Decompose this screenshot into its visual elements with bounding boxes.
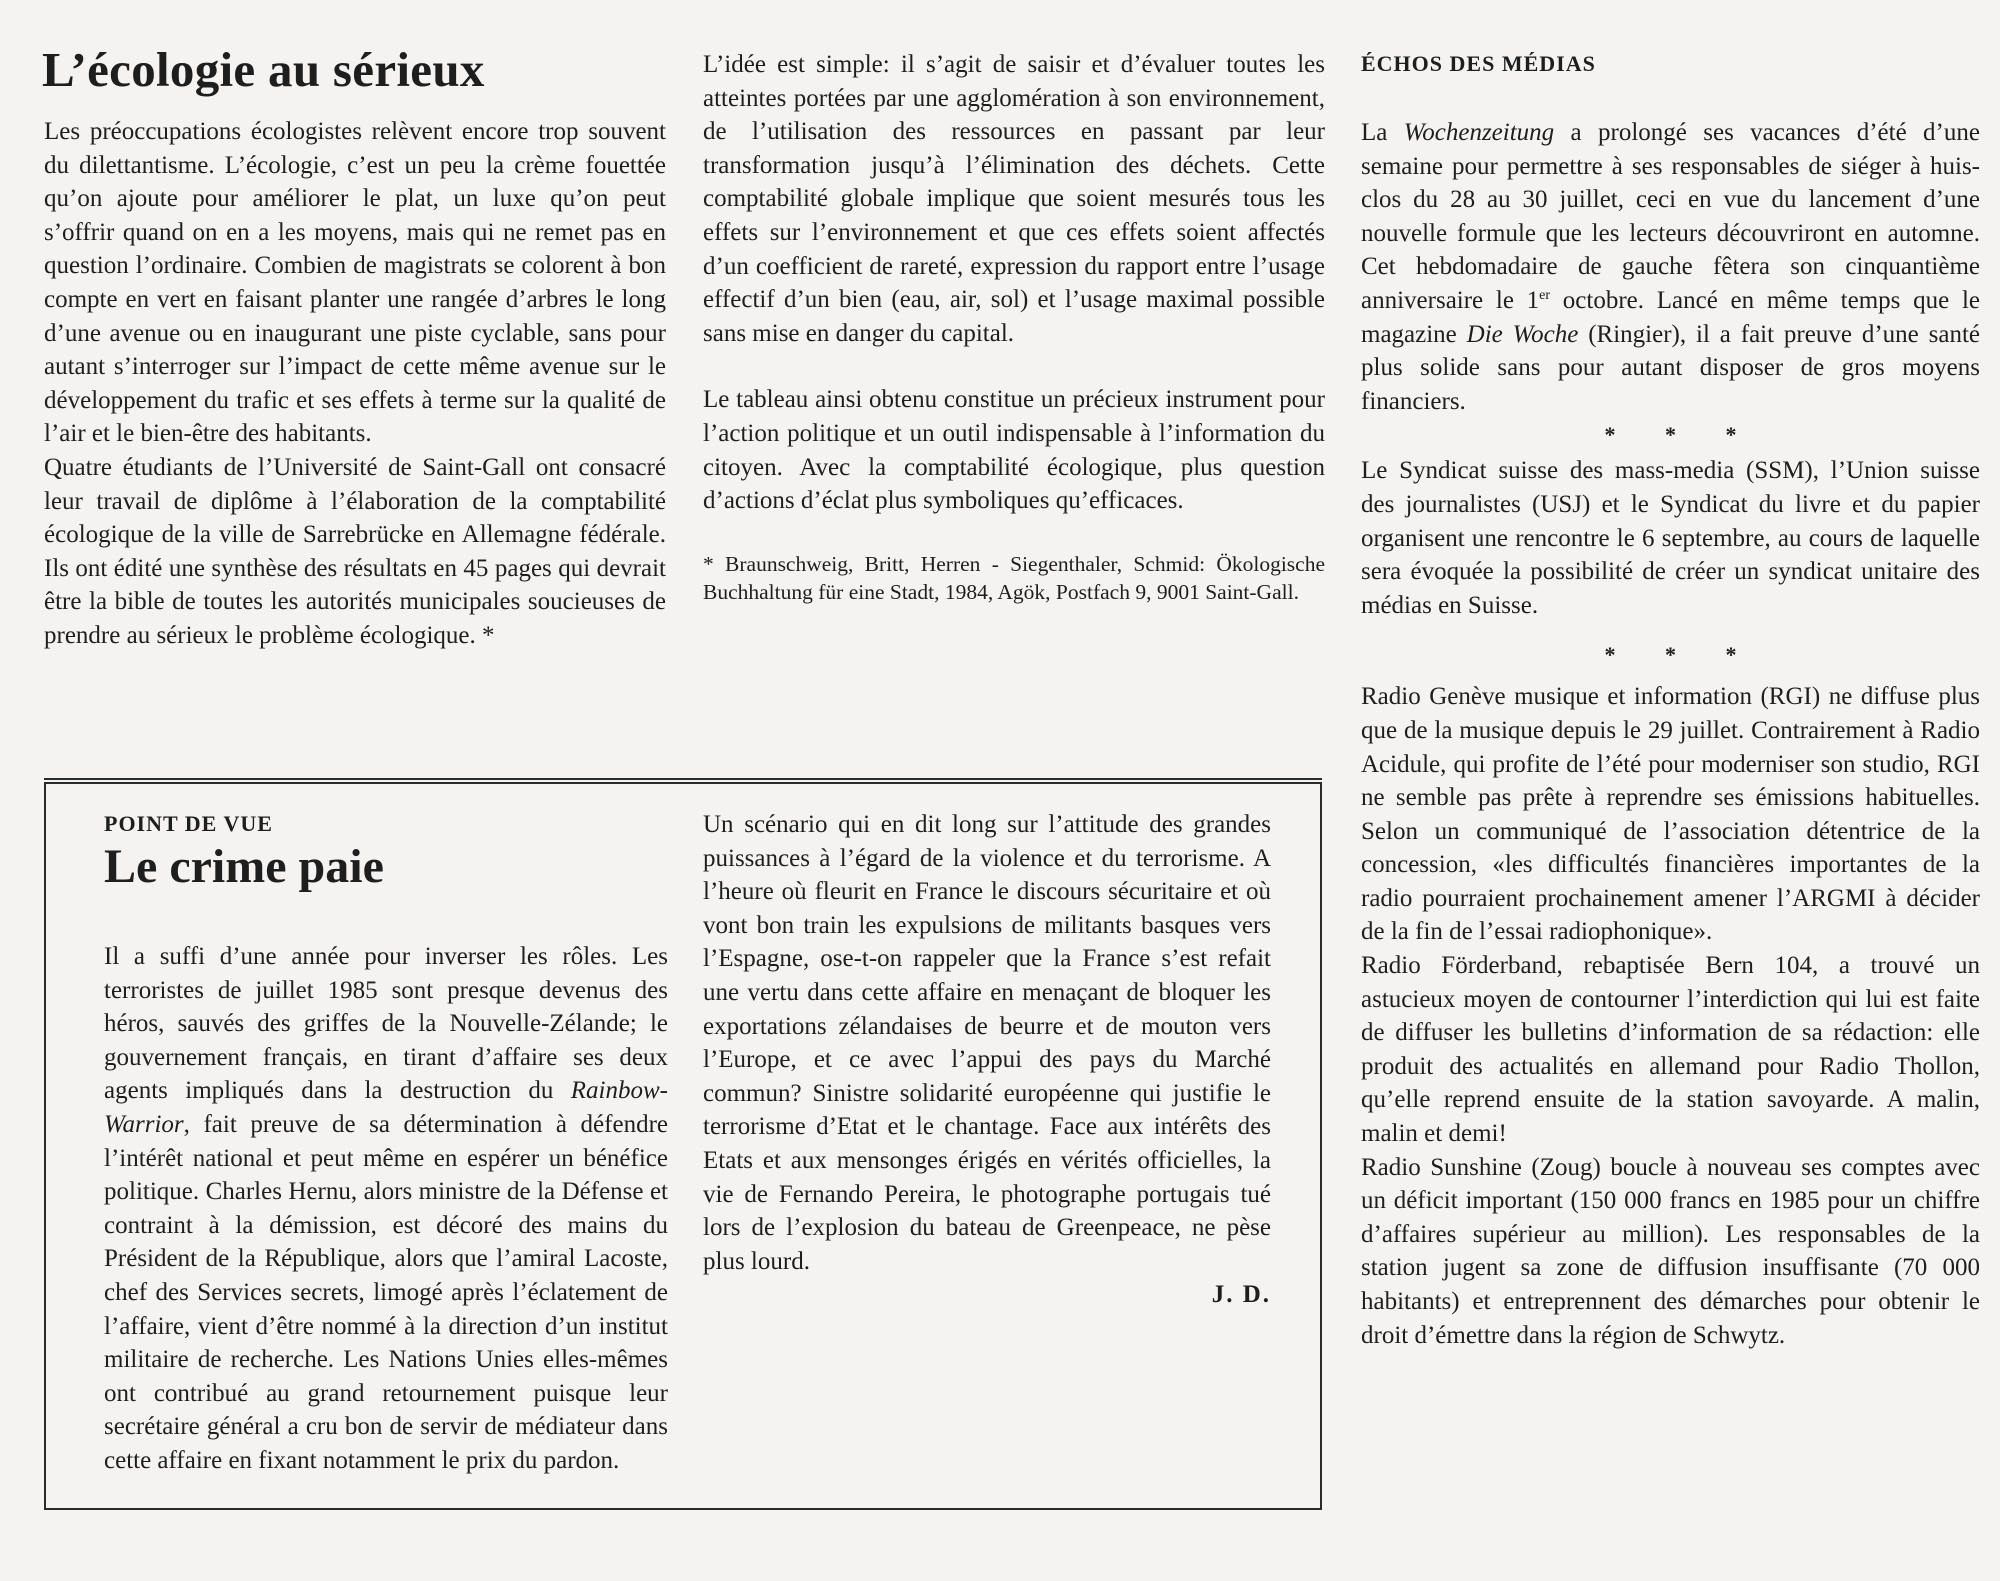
point-de-vue-text-b: , fait preuve de sa détermination à défendre l’intérêt national et peut même en espérer un bénéfice politique. Charles Hernu, alors ministre de la Défense et contraint à la démission, est décoré des mains du Président de la République, alors que l’amiral Lacoste, chef des Services secrets, limogé après l’éclatement de l’affaire, vient d’être nommé à la direction d’un institut militaire de recherche. Les Nations Unies elles-mêmes ont contribué au grand retournement puisque leur secrétaire général a cru bon de servir de médiateur dans cette affaire en fixant notamment le prix du pardon.	[104, 1110, 668, 1474]
ecology-footnote: * Braunschweig, Britt, Herren - Siegenthaler, Schmid: Ökologische Buchhaltung für eine Stadt, 1984, Agök, Postfach 9, 9001 Saint-Gall.	[703, 551, 1325, 604]
echos-item-1-text-a: La	[1361, 119, 1404, 146]
point-de-vue-column-1	[104, 940, 668, 1478]
echos-kicker: ÉCHOS DES MÉDIAS	[1361, 51, 1596, 76]
point-de-vue-title: Le crime paie	[104, 840, 384, 893]
section-divider	[44, 778, 1322, 780]
die-woche-name: Die Woche	[1466, 320, 1579, 348]
echos-item-1-text-c: octobre. Lancé en même temps que le magazine	[1361, 286, 1980, 348]
echos-column	[1361, 116, 1980, 1352]
ship-name: Rainbow-Warrior	[104, 1077, 668, 1138]
point-de-vue-paragraph-2: Un scénario qui en dit long sur l’attitude des grandes puissances à l’égard de la violence et du terrorisme. A l’heure où fleurit en France le discours sécuritaire et où vont bon train les expulsions de militants basques vers l’Espagne, ose-t-on rappeler que la France s’est refait une vertu dans cette affaire en menaçant de bloquer les exportations zélandaises de beurre et de mouton vers l’Europe, et ce avec l’appui des pays du Marché commun? Sinistre solidarité européenne qui justifie le terrorisme d’Etat et le chantage. Face aux intérêts des Etats et aux mensonges érigés en vérités officielles, la vie de Fernando Pereira, le photographe portugais tué lors de l’explosion du bateau de Greenpeace, ne pèse plus lourd.	[703, 811, 1271, 1275]
echos-item-4: Radio Förderband, rebaptisée Bern 104, a trouvé un astucieux moyen de contourner l’interdiction qui lui est faite de diffuser les bulletins d’information de sa rédaction: elle produit des actualités en allemand pour Radio Thollon, qu’elle reprend ensuite de la station savoyarde. A malin, malin et demi!	[1361, 952, 1980, 1148]
ecology-column-1	[44, 115, 666, 653]
wochenzeitung-name: Wochenzeitung	[1403, 119, 1555, 146]
point-de-vue-paragraph-1	[104, 940, 668, 1478]
ecology-paragraph-3: L’idée est simple: il s’agit de saisir et d’évaluer toutes les atteintes portées par une agglomération à son environnement, de l’utilisation des ressources en passant par leur transformation jusqu’à l’élimination des déchets. Cette comptabilité globale implique que soient mesurés tous les effets sur l’environnement et que ces effets soient affectés d’un coefficient de rareté, expression du rapport entre l’usage effectif d’un bien (eau, air, sol) et l’usage maximal possible sans mise en danger du capital.	[703, 51, 1325, 347]
ecology-column-2	[703, 48, 1325, 606]
ecology-paragraph-1: Les préoccupations écologistes relèvent encore trop souvent du dilettantisme. L’écologie, c’est un peu la crème fouettée qu’on ajoute pour améliorer le plat, un luxe qu’on peut s’offrir quand on en a les moyens, mais qui ne remet pas en question l’ordinaire. Combien de magistrats se colorent à bon compte en vert en faisant planter une rangée d’arbres le long d’une avenue ou en inaugurant une piste cyclable, sans pour autant s’interroger sur l’impact de cette même avenue sur le développement du trafic et ses effets à terme sur la qualité de l’air et le bien-être des habitants.	[44, 118, 666, 448]
point-de-vue-signature: J. D.	[1211, 1281, 1271, 1309]
ecology-title: L’écologie au sérieux	[42, 42, 485, 97]
echos-item-1-text-b: a prolongé ses vacances d’été d’une semaine pour permettre à ses responsables de siéger à huis-clos du 28 au 30 juillet, ceci en vue du lancement d’une nouvelle formule que les lecteurs découvriront en automne. Cet hebdomadaire de gauche fêtera son cinquantième anniversaire le 1	[1361, 119, 1980, 314]
echos-item-1-text-d: (Ringier), il a fait preuve d’une santé plus solide sans pour autant disposer de gros moyens financiers.	[1361, 320, 1980, 415]
ecology-paragraph-4: Le tableau ainsi obtenu constitue un précieux instrument pour l’action politique et un outil indispensable à l’information du citoyen. Avec la comptabilité écologique, plus question d’actions d’éclat plus symboliques qu’efficaces.	[703, 386, 1325, 515]
echos-item-5: Radio Sunshine (Zoug) boucle à nouveau ses comptes avec un déficit important (150 000 francs en 1985 pour un chiffre d’affaires supérieur au million). Les responsables de la station jugent sa zone de diffusion insuffisante (70 000 habitants) et entreprennent des démarches pour obtenir le droit d’émettre dans la région de Schwytz.	[1361, 1153, 1980, 1349]
point-de-vue-text-a: Il a suffi d’une année pour inverser les rôles. Les terroristes de juillet 1985 sont presque devenus des héros, sauvés des griffes de la Nouvelle-Zélande; le gouvernement français, en tirant d’affaire ses deux agents impliqués dans la destruction du	[104, 943, 668, 1105]
ecology-paragraph-2: Quatre étudiants de l’Université de Saint-Gall ont consacré leur travail de diplôme à l’élaboration de la comptabilité écologique de la ville de Sarrebrücke en Allemagne fédérale. Ils ont édité une synthèse des résultats en 45 pages qui devrait être la bible de toutes les autorités municipales soucieuses de prendre au sérieux le problème écologique. *	[44, 453, 666, 649]
echos-item-1-sup: er	[1539, 287, 1551, 303]
echos-item-2: Le Syndicat suisse des mass-media (SSM), l’Union suisse des journalistes (USJ) et le Syndicat du livre et du papier organisent une rencontre le 6 septembre, au cours de laquelle sera évoquée la possibilité de créer un syndicat unitaire des médias en Suisse.	[1361, 457, 1980, 619]
point-de-vue-column-2	[703, 808, 1271, 1312]
point-de-vue-kicker: POINT DE VUE	[104, 811, 273, 836]
echos-separator-1: * * *	[1604, 422, 1759, 448]
echos-item-3: Radio Genève musique et information (RGI) ne diffuse plus que de la musique depuis le 29 juillet. Contrairement à Radio Acidule, qui profite de l’été pour moderniser son studio, RGI ne semble pas prête à reprendre ses émissions habituelles. Selon un communiqué de l’association détentrice de la concession, «les difficultés financières importantes de la radio pourraient prochainement amener l’ARGMI à décider de la fin de l’essai radiophonique».	[1361, 683, 1980, 946]
echos-item-1	[1361, 116, 1980, 418]
echos-separator-2: * * *	[1604, 642, 1759, 668]
